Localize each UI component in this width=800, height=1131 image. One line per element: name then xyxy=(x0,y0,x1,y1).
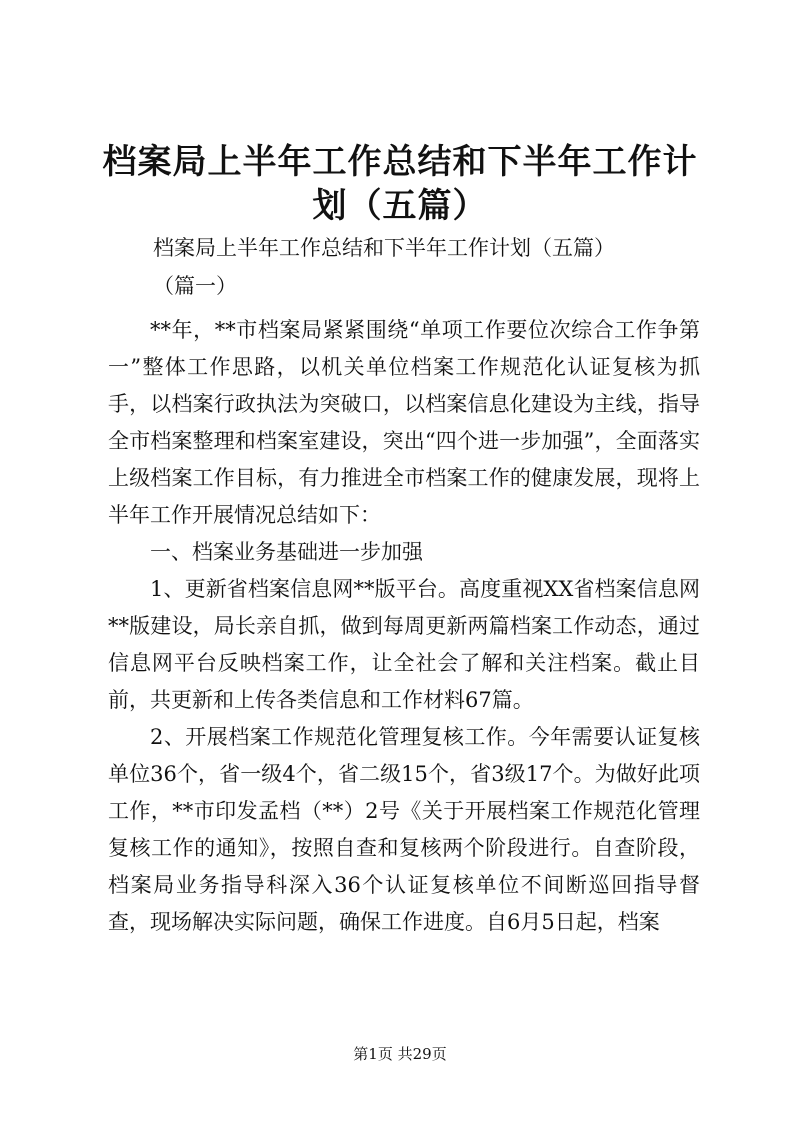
section-heading-1: 一、档案业务基础进一步加强 xyxy=(150,540,423,564)
document-title: 档案局上半年工作总结和下半年工作计划（五篇） xyxy=(102,142,698,226)
paragraph-intro: **年，**市档案局紧紧围绕“单项工作要位次综合工作争第一”整体工作思路，以机关单位档案工作规范化认证复核为抓手，以档案行政执法为突破口，以档案信息化建设为主线，指导全市档案整理和档案室建设，突出“四个进一步加强”，全面落实上级档案工作目标，有力推进全市档案工作的健康发展，现将上半年工作开展情况总结如下： xyxy=(108,318,700,527)
paragraph-item-2: 2、开展档案工作规范化管理复核工作。今年需要认证复核单位36个，省一级4个，省二级15个，省3级17个。为做好此项工作，**市印发孟档（**）2号《关于开展档案工作规范化管理复核工作的通知》，按照自查和复核两个阶段进行。自查阶段，档案局业务指导科深入36个认证复核单位不间断巡回指导督查，现场解决实际问题，确保工作进度。自6月5日起，档案 xyxy=(108,725,700,934)
page-number-footer: 第1页 共29页 xyxy=(353,1045,447,1063)
body-text xyxy=(108,312,700,941)
section-marker: （篇一） xyxy=(153,274,237,298)
paragraph-item-1: 1、更新省档案信息网**版平台。高度重视XX省档案信息网**版建设，局长亲自抓，做到每周更新两篇档案工作动态，通过信息网平台反映档案工作，让全社会了解和关注档案。截止目前，共更新和上传各类信息和工作材料67篇。 xyxy=(108,577,700,712)
document-subtitle: 档案局上半年工作总结和下半年工作计划（五篇） xyxy=(153,236,615,260)
